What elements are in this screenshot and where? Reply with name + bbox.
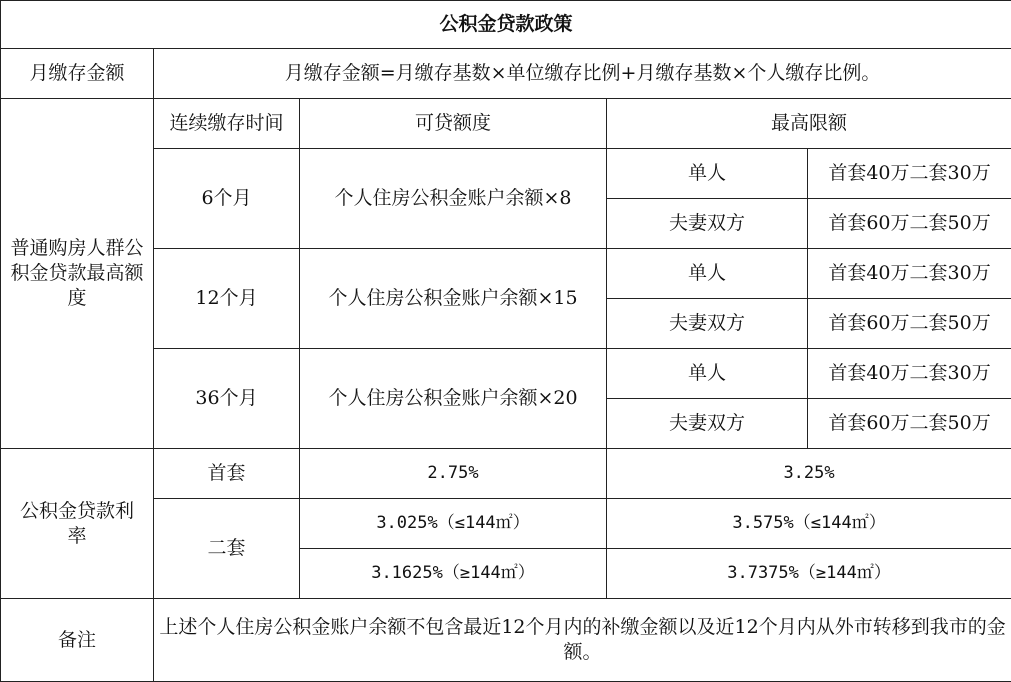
rate-first-row xyxy=(1,449,1011,499)
rate-first-a: 2.75% xyxy=(300,449,607,499)
couple-limit: 首套60万二套50万 xyxy=(808,399,1011,449)
rate-second-large-b: 3.7375%（≥144㎡） xyxy=(607,549,1011,599)
header-limit: 最高限额 xyxy=(607,99,1011,149)
period-cell: 36个月 xyxy=(154,349,300,449)
rate-second-label: 二套 xyxy=(154,499,300,599)
title-row xyxy=(1,1,1011,49)
single-label: 单人 xyxy=(607,349,808,399)
single-label: 单人 xyxy=(607,249,808,299)
amount-cell: 个人住房公积金账户余额×15 xyxy=(300,249,607,349)
monthly-deposit-label: 月缴存金额 xyxy=(1,49,154,99)
rate-second-large-a: 3.1625%（≥144㎡） xyxy=(300,549,607,599)
note-label: 备注 xyxy=(1,599,154,682)
max-loan-group-label: 普通购房人群公积金贷款最高额度 xyxy=(1,99,154,449)
header-amount: 可贷额度 xyxy=(300,99,607,149)
rate-second-small-b: 3.575%（≤144㎡） xyxy=(607,499,1011,549)
couple-label: 夫妻双方 xyxy=(607,199,808,249)
single-limit: 首套40万二套30万 xyxy=(808,349,1011,399)
rates-label: 公积金贷款利率 xyxy=(1,449,154,599)
single-limit: 首套40万二套30万 xyxy=(808,249,1011,299)
amount-cell: 个人住房公积金账户余额×20 xyxy=(300,349,607,449)
header-period: 连续缴存时间 xyxy=(154,99,300,149)
couple-limit: 首套60万二套50万 xyxy=(808,199,1011,249)
couple-limit: 首套60万二套50万 xyxy=(808,299,1011,349)
couple-label: 夫妻双方 xyxy=(607,299,808,349)
max-loan-header-row xyxy=(1,99,1011,149)
monthly-deposit-formula: 月缴存金额=月缴存基数×单位缴存比例+月缴存基数×个人缴存比例。 xyxy=(154,49,1011,99)
rate-first-label: 首套 xyxy=(154,449,300,499)
rate-second-small-a: 3.025%（≤144㎡） xyxy=(300,499,607,549)
couple-label: 夫妻双方 xyxy=(607,399,808,449)
monthly-deposit-row xyxy=(1,49,1011,99)
single-limit: 首套40万二套30万 xyxy=(808,149,1011,199)
note-text: 上述个人住房公积金账户余额不包含最近12个月内的补缴金额以及近12个月内从外市转移到我市的金额。 xyxy=(154,599,1011,682)
single-label: 单人 xyxy=(607,149,808,199)
rate-first-b: 3.25% xyxy=(607,449,1011,499)
note-row xyxy=(1,599,1011,682)
table-title: 公积金贷款政策 xyxy=(1,1,1011,49)
period-cell: 12个月 xyxy=(154,249,300,349)
amount-cell: 个人住房公积金账户余额×8 xyxy=(300,149,607,249)
period-cell: 6个月 xyxy=(154,149,300,249)
